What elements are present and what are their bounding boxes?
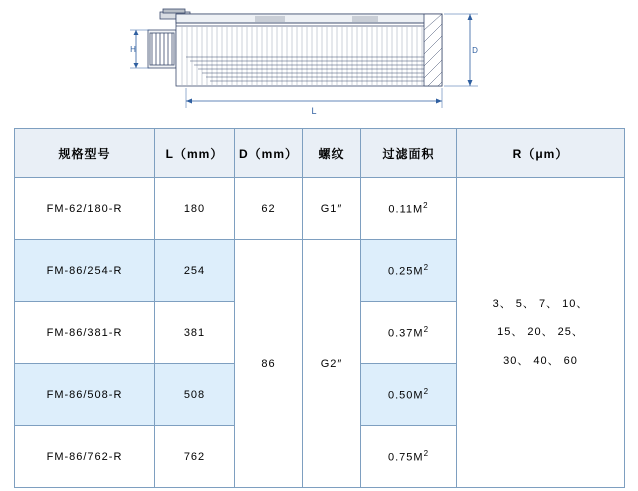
cell-model: FM-86/508-R — [15, 364, 155, 426]
specification-table — [14, 128, 625, 488]
cell-length: 254 — [155, 240, 235, 302]
cell-filter-area — [361, 364, 457, 426]
rating-line-2: 15、 20、 25、 — [497, 326, 584, 339]
specification-table-wrapper — [14, 128, 624, 488]
product-drawing — [0, 0, 638, 122]
cell-filter-area — [361, 426, 457, 488]
table-header-row — [15, 129, 625, 178]
area-exponent: 2 — [423, 449, 430, 459]
cell-model: FM-62/180-R — [15, 178, 155, 240]
cell-filter-area — [361, 302, 457, 364]
area-value: 0.11M — [388, 203, 424, 216]
dim-label-d: D — [472, 46, 478, 55]
header-filter-area: 过滤面积 — [361, 129, 457, 178]
area-value: 0.37M — [387, 327, 424, 340]
cell-length: 508 — [155, 364, 235, 426]
table-row — [15, 178, 625, 240]
area-value: 0.75M — [387, 451, 424, 464]
header-model: 规格型号 — [15, 129, 155, 178]
area-exponent: 2 — [423, 263, 430, 273]
filter-element-drawing-svg — [0, 0, 638, 122]
cell-thread: G2″ — [303, 240, 361, 488]
rating-line-3: 30、 40、 60 — [503, 354, 578, 367]
header-diameter: D（mm） — [235, 129, 303, 178]
cell-length: 381 — [155, 302, 235, 364]
area-value: 0.50M — [387, 389, 424, 402]
cell-model: FM-86/254-R — [15, 240, 155, 302]
cell-model: FM-86/762-R — [15, 426, 155, 488]
area-value: 0.25M — [387, 265, 424, 278]
area-exponent: 2 — [423, 201, 429, 211]
cell-diameter: 86 — [235, 240, 303, 488]
cell-length: 180 — [155, 178, 235, 240]
cell-model: FM-86/381-R — [15, 302, 155, 364]
header-rating: R（μm） — [457, 129, 625, 178]
dim-label-h: H — [130, 45, 136, 54]
cell-diameter: 62 — [235, 178, 303, 240]
cell-length: 762 — [155, 426, 235, 488]
cell-rating — [457, 178, 625, 488]
cell-filter-area — [361, 178, 457, 240]
header-thread: 螺纹 — [303, 129, 361, 178]
cell-filter-area — [361, 240, 457, 302]
dim-label-l: L — [311, 106, 317, 116]
area-exponent: 2 — [423, 325, 430, 335]
header-length: L（mm） — [155, 129, 235, 178]
rating-line-1: 3、 5、 7、 10、 — [492, 297, 589, 310]
cell-thread: G1″ — [303, 178, 361, 240]
area-exponent: 2 — [423, 387, 430, 397]
